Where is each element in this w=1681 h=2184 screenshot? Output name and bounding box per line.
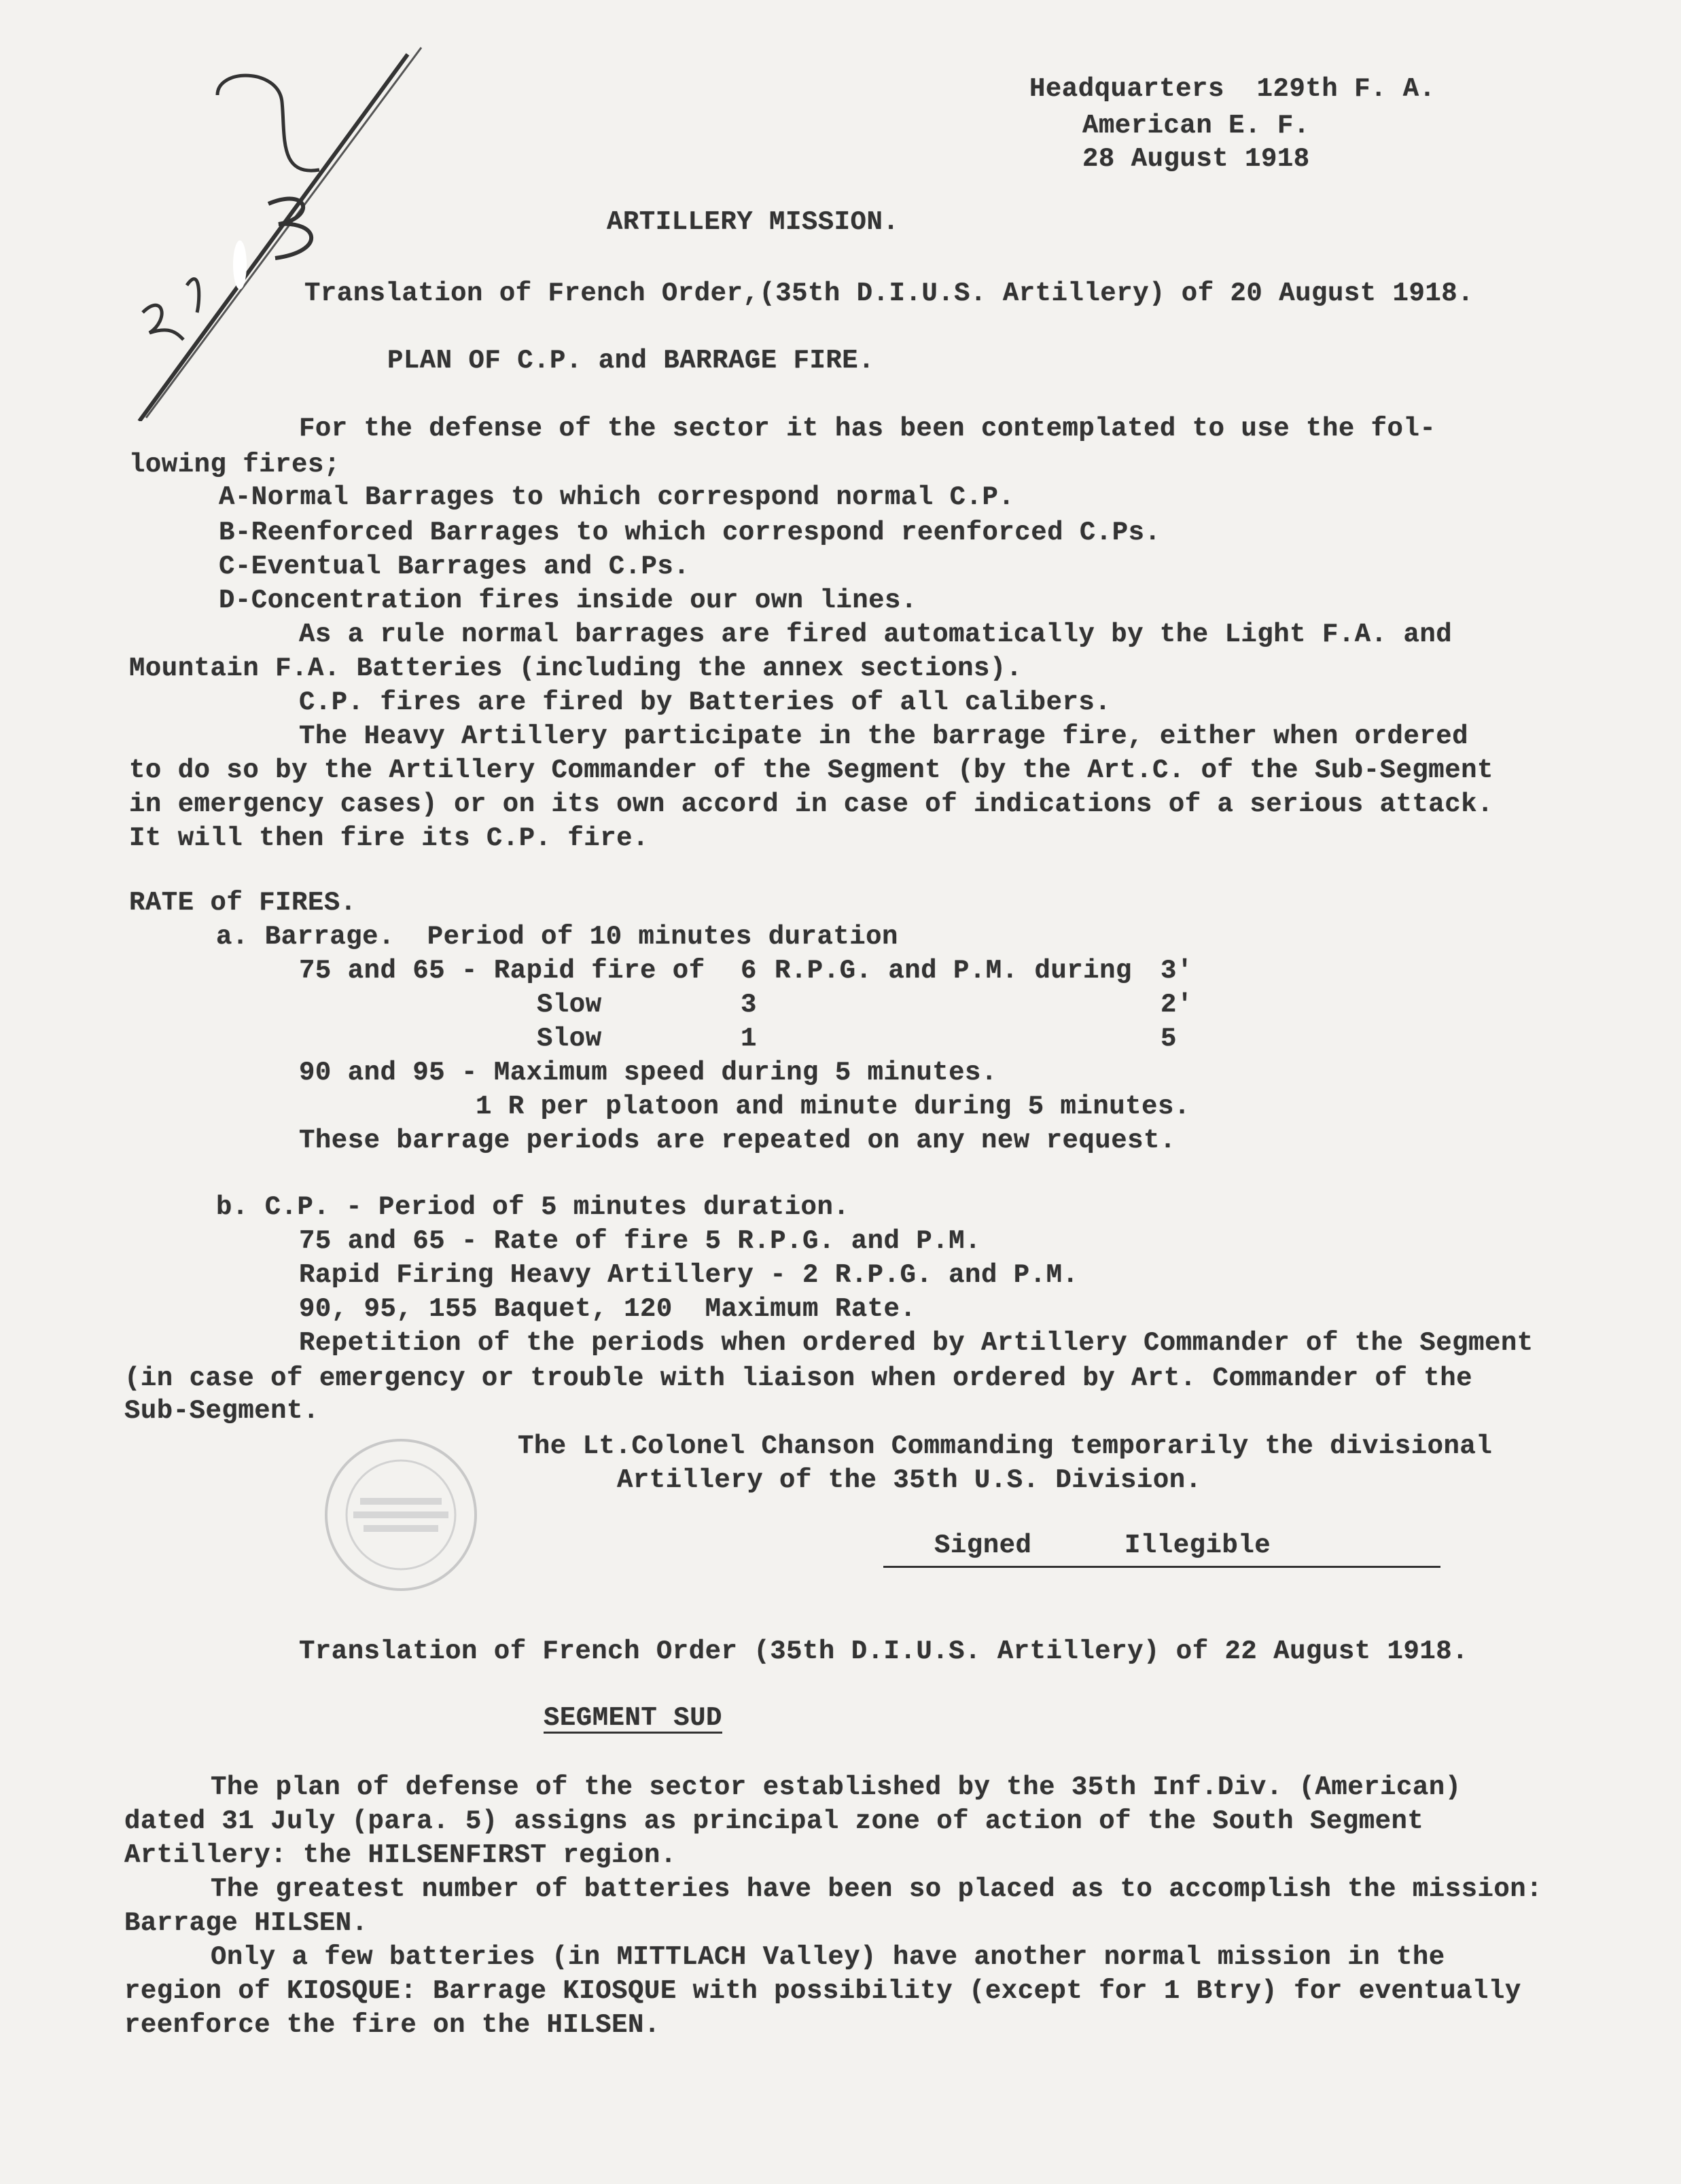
barrage-row-label: 75 and 65 - Rapid fire of [299,956,705,986]
body-line: C.P. fires are fired by Batteries of all calibers. [299,687,1112,717]
date-line: 28 August 1918 [1082,144,1310,174]
signed-label: Signed [934,1530,1032,1560]
mission-title: ARTILLERY MISSION. [607,207,900,237]
order2-line: The plan of defense of the sector established by the 35th Inf.Div. (American) [211,1772,1462,1802]
order2-line: Artillery: the HILSENFIRST region. [124,1840,677,1870]
plan-title: PLAN OF C.P. and BARRAGE FIRE. [387,346,875,376]
body-line: Mountain F.A. Batteries (including the annex sections). [129,654,1023,683]
archive-stamp [319,1433,482,1596]
signature-line: Artillery of the 35th U.S. Division. [617,1465,1202,1495]
barrage-row-minutes: 5 [1161,1024,1177,1054]
barrage-row-rounds: 6 [741,956,757,986]
barrage-row-label: Slow [537,990,602,1020]
body-line: It will then fire its C.P. fire. [129,823,649,853]
body-line: D-Concentration fires inside our own lines. [219,586,917,615]
cp-line: 90, 95, 155 Baquet, 120 Maximum Rate. [299,1294,917,1324]
hq-line: Headquarters 129th F. A. [1029,74,1436,104]
rates-title: RATE of FIRES. [129,888,357,918]
barrage-heavy: 90 and 95 - Maximum speed during 5 minutes. [299,1058,997,1088]
barrage-repeat: These barrage periods are repeated on any new request. [299,1126,1176,1156]
barrage-row-rounds: 1 [741,1024,757,1054]
cp-heading: b. C.P. - Period of 5 minutes duration. [216,1192,850,1222]
signature-line: The Lt.Colonel Chanson Commanding temporarily the divisional [518,1431,1493,1461]
aef-line: American E. F. [1082,111,1310,141]
cp-line: Rapid Firing Heavy Artillery - 2 R.P.G. and P.M. [299,1260,1079,1290]
body-line: A-Normal Barrages to which correspond normal C.P. [219,482,1015,512]
order2-line: Only a few batteries (in MITTLACH Valley) have another normal mission in the [211,1942,1445,1972]
barrage-row-rest: R.P.G. and P.M. during [775,956,1132,986]
segment-title: SEGMENT SUD [544,1703,722,1733]
order2-translation: Translation of French Order (35th D.I.U.S. Artillery) of 22 August 1918. [299,1636,1469,1666]
body-line: For the defense of the sector it has been contemplated to use the fol- [299,414,1436,444]
barrage-row-minutes: 2' [1161,990,1193,1020]
barrage-heading: a. Barrage. Period of 10 minutes duration [216,922,898,952]
cp-line: 75 and 65 - Rate of fire 5 R.P.G. and P.M. [299,1226,981,1256]
body-line: C-Eventual Barrages and C.Ps. [219,552,690,581]
order1-translation: Translation of French Order,(35th D.I.U.S. Artillery) of 20 August 1918. [304,279,1474,308]
order2-line: Barrage HILSEN. [124,1908,368,1938]
body-line: lowing fires; [129,450,340,480]
barrage-row-label: Slow [537,1024,602,1054]
signature-rule [883,1566,1440,1568]
order2-line: dated 31 July (para. 5) assigns as principal zone of action of the South Segment [124,1806,1424,1836]
barrage-row-minutes: 3' [1161,956,1193,986]
body-line: to do so by the Artillery Commander of the Segment (by the Art.C. of the Sub-Segment [129,755,1493,785]
barrage-row-rounds: 3 [741,990,757,1020]
cp-repetition: (in case of emergency or trouble with liaison when ordered by Art. Commander of the [124,1363,1473,1393]
body-line: The Heavy Artillery participate in the barrage fire, either when ordered [299,721,1469,751]
body-line: B-Reenforced Barrages to which correspond reenforced C.Ps. [219,518,1161,548]
body-line: As a rule normal barrages are fired automatically by the Light F.A. and [299,620,1453,649]
order2-line: reenforce the fire on the HILSEN. [124,2010,660,2040]
cp-repetition: Sub-Segment. [124,1396,319,1426]
barrage-per-platoon: 1 R per platoon and minute during 5 minutes. [476,1092,1190,1122]
order2-line: region of KIOSQUE: Barrage KIOSQUE with possibility (except for 1 Btry) for eventually [124,1976,1521,2006]
cp-repetition: Repetition of the periods when ordered by Artillery Commander of the Segment [299,1328,1534,1358]
illegible-label: Illegible [1125,1530,1271,1560]
body-line: in emergency cases) or on its own accord in case of indications of a serious attack. [129,789,1493,819]
order2-line: The greatest number of batteries have been so placed as to accomplish the mission: [211,1874,1543,1904]
